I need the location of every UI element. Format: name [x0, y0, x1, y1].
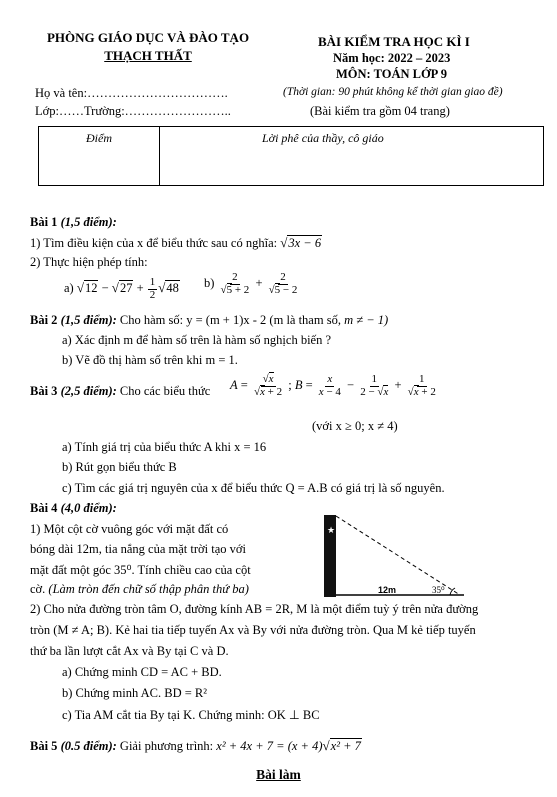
- score-cell: Điểm: [39, 127, 160, 186]
- bai4-p1-line3: mặt đất một góc 35⁰. Tính chiều cao của cột: [30, 563, 251, 577]
- bai4-p2-line1: 2) Cho nửa đường tròn tâm O, đường kính AB = 2R, M là một điểm tuỳ ý trên nửa đường: [30, 602, 479, 616]
- flag-star-icon: ★: [327, 525, 336, 535]
- bai5-equation: x² + 4x + 7 = (x + 4)√x² + 7: [216, 738, 361, 753]
- bai3-heading: Bài 3 (2,5 điểm): Cho các biểu thức: [30, 384, 211, 398]
- bai4-p2-line2: tròn (M ≠ A; B). Kẻ hai tia tiếp tuyến Ax và By với nửa đường tròn. Qua M kẻ tiếp tuyến: [30, 623, 476, 637]
- district-name: THẠCH THẤT: [104, 48, 192, 63]
- bai4-p1-line4: cờ. (Làm tròn đến chữ số thập phân thứ ba): [30, 582, 249, 596]
- bai-lam-heading: Bài làm: [256, 767, 301, 782]
- school-year: Năm học: 2022 – 2023: [333, 51, 451, 65]
- bai4-c: c) Tia AM cắt tia By tại K. Chứng minh: OK ⊥ BC: [62, 708, 320, 722]
- angle-label: 35⁰: [432, 585, 445, 595]
- pages-note: (Bài kiểm tra gồm 04 trang): [310, 104, 450, 118]
- bai1-q2b: b) $\frac{2}{√5 + 2}$ + $\frac{2}{√5 - 2}$: [204, 271, 298, 296]
- comment-cell: Lời phê của thầy, cô giáo: [160, 127, 544, 186]
- bai3-a: a) Tính giá trị của biểu thức A khi x = 16: [62, 440, 267, 454]
- flagpole-svg: [318, 513, 468, 599]
- exam-title: BÀI KIỂM TRA HỌC KÌ I: [318, 34, 470, 49]
- grade-table: [38, 126, 544, 186]
- shadow-length-label: 12m: [378, 585, 397, 595]
- bai2-a: a) Xác định m để hàm số trên là hàm số nghịch biến ?: [62, 333, 332, 347]
- bai1-q2a: a) √12 − √27 + $\frac{1}{2}$ √48: [64, 276, 179, 301]
- bai4-p1-line1: 1) Một cột cờ vuông góc với mặt đất có: [30, 522, 229, 536]
- bai1-q2: 2) Thực hiện phép tính:: [30, 255, 148, 269]
- class-school-field: Lớp:……Trường:……………………..: [35, 104, 231, 118]
- bai1-heading: Bài 1 (1,5 điểm):: [30, 215, 117, 229]
- bai2-b: b) Vẽ đồ thị hàm số trên khi m = 1.: [62, 353, 238, 367]
- bai4-b: b) Chứng minh AC. BD = R²: [62, 686, 208, 700]
- bai4-p2-line3: thứ ba lần lượt cắt Ax và By tại C và D.: [30, 644, 229, 658]
- bai3-b: b) Rút gọn biểu thức B: [62, 460, 177, 474]
- flagpole-figure: [318, 513, 468, 599]
- bai1-q1: 1) Tìm điều kiện của x để biểu thức sau có nghĩa: √3x − 6: [30, 235, 322, 250]
- subject-title: MÔN: TOÁN LỚP 9: [336, 67, 448, 81]
- bai3-condition: (với x ≥ 0; x ≠ 4): [312, 419, 398, 433]
- student-name-field: Họ và tên:…………………………….: [35, 86, 228, 100]
- bai4-a: a) Chứng minh CD = AC + BD.: [62, 665, 222, 679]
- bai4-p1-line2: bóng dài 12m, tia nắng của mặt trời tạo với: [30, 542, 246, 556]
- time-note: (Thời gian: 90 phút không kể thời gian giao đề): [283, 86, 503, 98]
- sun-ray: [336, 516, 460, 595]
- bai5-heading: Bài 5 (0.5 điểm): Giải phương trình: x² + 4x + 7 = (x + 4)√x² + 7: [30, 738, 361, 753]
- bai2-heading: Bài 2 (1,5 điểm): Cho hàm số: y = (m + 1)x - 2 (m là tham số, m ≠ − 1): [30, 313, 389, 327]
- bai3-expressions: A = $\frac{√x}{√x + 2}$ ; B = $\frac{x}{x - 4}$ − $\frac{1}{2 - √x}$ + $\frac{1}{√x + 2}$: [230, 373, 436, 398]
- bai3-c: c) Tìm các giá trị nguyên của x để biểu thức Q = A.B có giá trị là số nguyên.: [62, 481, 445, 495]
- department-name: PHÒNG GIÁO DỤC VÀ ĐÀO TẠO: [46, 30, 250, 45]
- bai4-heading: Bài 4 (4,0 điểm):: [30, 501, 117, 515]
